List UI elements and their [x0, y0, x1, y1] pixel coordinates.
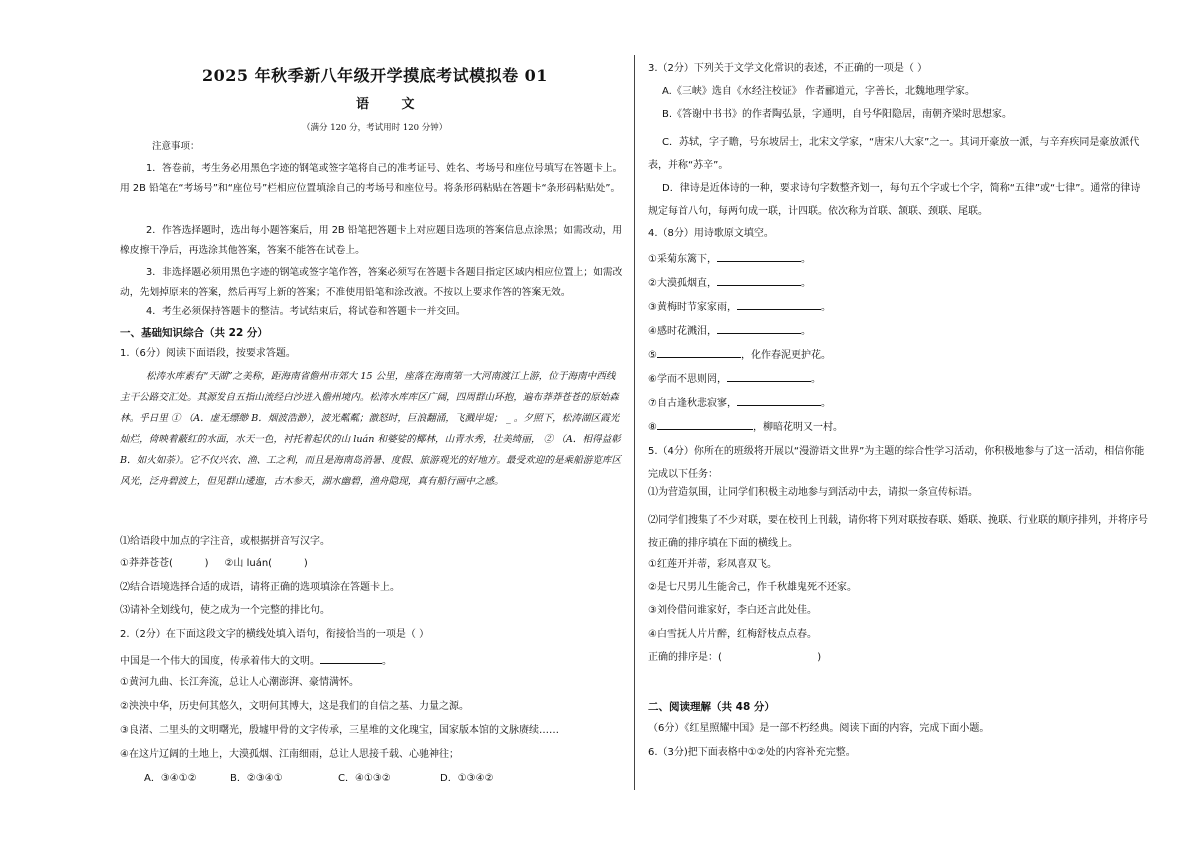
q5-sub2: ⑵同学们搜集了不少对联，要在校刊上刊载，请你将下列对联按春联、婚联、挽联、行业联的顺序排列，并将序号按正确的排序填在下面的横线上。	[648, 515, 1148, 549]
q2-lead-end: 。	[382, 656, 392, 667]
score-note: （满分 120 分，考试用时 120 分钟）	[302, 123, 448, 133]
q4-blank-3[interactable]	[737, 298, 821, 310]
q3-option-d[interactable]: D．律诗是近体诗的一种，要求诗句字数整齐划一，每句五个字或七个字，简称“五律”或“七律”。通常的律诗规定每首八句，每两句成一联，计四联。依次称为首联、颔联、颈联、尾联。	[648, 183, 1141, 217]
column-divider	[634, 55, 635, 790]
q4-line-1	[648, 250, 811, 268]
q2-lead-text: 中国是一个伟大的国度，传承着伟大的文明。	[120, 656, 320, 667]
q2-answer-blank[interactable]	[320, 652, 382, 664]
q4-line-6-text: ⑥学而不思则罔，	[648, 374, 727, 385]
notice-item-2: 2．作答选择题时，选出每小题答案后，用 2B 铅笔把答题卡上对应题目选项的答案信息点涂黑；如需改动，用橡皮擦干净后，再选涂其他答案，答案不能答在试卷上。	[120, 225, 623, 256]
q4-line-2-end: 。	[800, 278, 811, 289]
q4-line-2-text: ②大漠孤烟直，	[648, 278, 717, 289]
q2-line-1: ①黄河九曲、长江奔流，总让人心潮澎湃、豪情满怀。	[120, 677, 359, 688]
q5-stem: 5.（4分）你所在的班级将开展以“漫游语文世界”为主题的综合性学习活动，你积极地参与了这一活动，相信你能完成以下任务：	[648, 446, 1145, 480]
q4-line-8	[648, 418, 843, 436]
q4-line-3-text: ③黄梅时节家家雨，	[648, 302, 737, 313]
q4-line-3	[648, 298, 831, 316]
q4-line-4	[648, 322, 811, 340]
q2-line-3: ③良渚、二里头的文明曙光，殷墟甲骨的文字传承，三星堆的文化瑰宝，国家版本馆的文脉赓续……	[120, 725, 559, 736]
notice-heading: 注意事项：	[152, 141, 200, 152]
q4-line-7-end: 。	[820, 398, 831, 409]
notice-item-1: 1．答卷前，考生务必用黑色字迹的钢笔或签字笔将自己的准考证号、姓名、考场号和座位号填写在答题卡上。用 2B 铅笔在“考场号”和“座位号”栏相应位置填涂自己的考场号和座位号。将条形码粘贴在答题卡“条形码粘贴处”。	[120, 163, 623, 194]
q4-blank-6[interactable]	[727, 370, 811, 382]
right-column	[648, 0, 1148, 849]
q4-blank-2[interactable]	[717, 274, 801, 286]
q4-line-3-end: 。	[820, 302, 831, 313]
exam-title: 2025 年秋季新八年级开学摸底考试模拟卷 01	[202, 66, 548, 85]
q5-item-3: ③刘伶借问谁家好，李白还言此处佳。	[648, 605, 817, 616]
notice-item-3: 3．非选择题必须用黑色字迹的钢笔或签字笔作答，答案必须写在答题卡各题目指定区域内相应位置上；如需改动，先划掉原来的答案，然后再写上新的答案；不准使用铅笔和涂改液。不按以上要求作答的答案无效。	[120, 267, 623, 298]
q4-line-2	[648, 274, 811, 292]
q6-stem: 6.（3分)把下面表格中①②处的内容补充完整。	[648, 747, 856, 758]
q4-line-8-text: ⑧	[648, 422, 657, 433]
q4-line-4-text: ④感时花溅泪，	[648, 326, 717, 337]
q5-answer[interactable]: 正确的排序是：( )	[648, 652, 822, 663]
q5-sub1: ⑴为营造氛围，让同学们积极主动地参与到活动中去，请拟一条宣传标语。	[648, 487, 978, 498]
q1-stem: 1.（6分）阅读下面语段，按要求答题。	[120, 348, 296, 359]
q5-item-4: ④白雪抚人片片醉，红梅舒枝点点春。	[648, 629, 817, 640]
q2-option-a[interactable]: A．③④①②	[144, 773, 197, 784]
q4-blank-5[interactable]	[657, 346, 741, 358]
q4-line-5-end: ，化作春泥更护花。	[740, 350, 831, 361]
q4-blank-7[interactable]	[737, 394, 821, 406]
q2-line-2: ②泱泱中华，历史何其悠久，文明何其博大，这是我们的自信之基、力量之源。	[120, 701, 469, 712]
q4-stem: 4.（8分）用诗歌原文填空。	[648, 228, 774, 239]
q1-sub1-items: ①莽莽苍苍( ) ②山 luán( )	[120, 558, 308, 569]
notice-item-4: 4．考生必须保持答题卡的整洁。考试结束后，将试卷和答题卡一并交回。	[146, 306, 466, 317]
q3-stem: 3.（2分）下列关于文学文化常识的表述，不正确的一项是（ ）	[648, 63, 928, 74]
q4-line-6	[648, 370, 821, 388]
q4-line-5-text: ⑤	[648, 350, 657, 361]
q1-sub2: ⑵结合语境选择合适的成语，请将正确的选项填涂在答题卡上。	[120, 582, 400, 593]
q3-option-a[interactable]: A.《三峡》选自《水经注校证》 作者郦道元，字善长，北魏地理学家。	[662, 86, 976, 97]
q4-blank-8[interactable]	[657, 418, 753, 430]
section2-intro: （6分）《红星照耀中国》是一部不朽经典。阅读下面的内容，完成下面小题。	[648, 723, 990, 734]
q4-blank-4[interactable]	[717, 322, 801, 334]
q1-sub3: ⑶请补全划线句，使之成为一个完整的排比句。	[120, 605, 330, 616]
q2-option-b[interactable]: B．②③④①	[230, 773, 283, 784]
q3-option-b[interactable]: B.《答谢中书书》的作者陶弘景，字通明，自号华阳隐居，南朝齐梁时思想家。	[662, 109, 1013, 120]
q4-line-8-end: ，柳暗花明又一村。	[752, 422, 843, 433]
q4-line-1-end: 。	[800, 254, 811, 265]
q4-line-5	[648, 346, 831, 364]
q5-item-1: ①红莲开并蒂，彩凤喜双飞。	[648, 559, 777, 570]
q4-line-7	[648, 394, 831, 412]
subject-label: 语 文	[356, 97, 429, 112]
q5-item-2: ②是七尺男儿生能舍己，作千秋雄鬼死不还家。	[648, 582, 857, 593]
q2-stem: 2.（2分）在下面这段文字的横线处填入语句，衔接恰当的一项是（ ）	[120, 629, 430, 640]
q1-sub1: ⑴给语段中加点的字注音，或根据拼音写汉字。	[120, 536, 330, 547]
q3-option-c[interactable]: C．苏轼，字子瞻，号东坡居士，北宋文学家，“唐宋八大家”之一。其词开豪放一派，与辛弃疾同是豪放派代表，并称“苏辛”。	[648, 137, 1140, 171]
q1-passage: 松涛水库素有“天湖”之美称，距海南省儋州市郊大 15 公里，座落在海南第一大河南渡江上游，位于海南中西线主干公路交汇处。其源发自五指山流经白沙进入儋州境内。松涛水库库区广阔，四周群山环抱，遍布莽莽苍苍的原始森林。乎日里 ① （A．虚无缥缈 B．烟波浩渺），波光粼粼；激怒时，巨浪翻涌，飞溅岸堤； _ 。夕照下，松涛湖区霞光灿烂，倚映着蔽红的水面，水天一色，衬托着起伏的山 luán 和婆娑的椰林，山青水秀，壮美绮丽， ② （A．相得益彰 B．如火如荼）。它不仅兴农、渔、工之利，而且是海南岛消暑、度假、旅游观光的好地方。最受欢迎的是乘船游览库区风光，泛舟碧波上，但见群山逶迤，古木参天，湖水幽碧，渔舟隐现，真有船行画中之感。	[120, 371, 622, 488]
q2-line-4: ④在这片辽阔的土地上，大漠孤烟、江南细雨，总让人思接千载、心驰神往；	[120, 749, 459, 760]
q2-option-d[interactable]: D．①③④②	[440, 773, 494, 784]
left-column	[120, 0, 624, 849]
section2-heading: 二、阅读理解（共 48 分）	[648, 701, 775, 713]
q4-line-6-end: 。	[810, 374, 821, 385]
q4-line-4-end: 。	[800, 326, 811, 337]
q4-line-1-text: ①采菊东篱下，	[648, 254, 717, 265]
q4-line-7-text: ⑦自古逢秋悲寂寥，	[648, 398, 737, 409]
q2-option-c[interactable]: C．④①③②	[338, 773, 391, 784]
q2-lead	[120, 652, 392, 670]
section1-heading: 一、基础知识综合（共 22 分）	[120, 327, 268, 339]
q4-blank-1[interactable]	[717, 250, 801, 262]
